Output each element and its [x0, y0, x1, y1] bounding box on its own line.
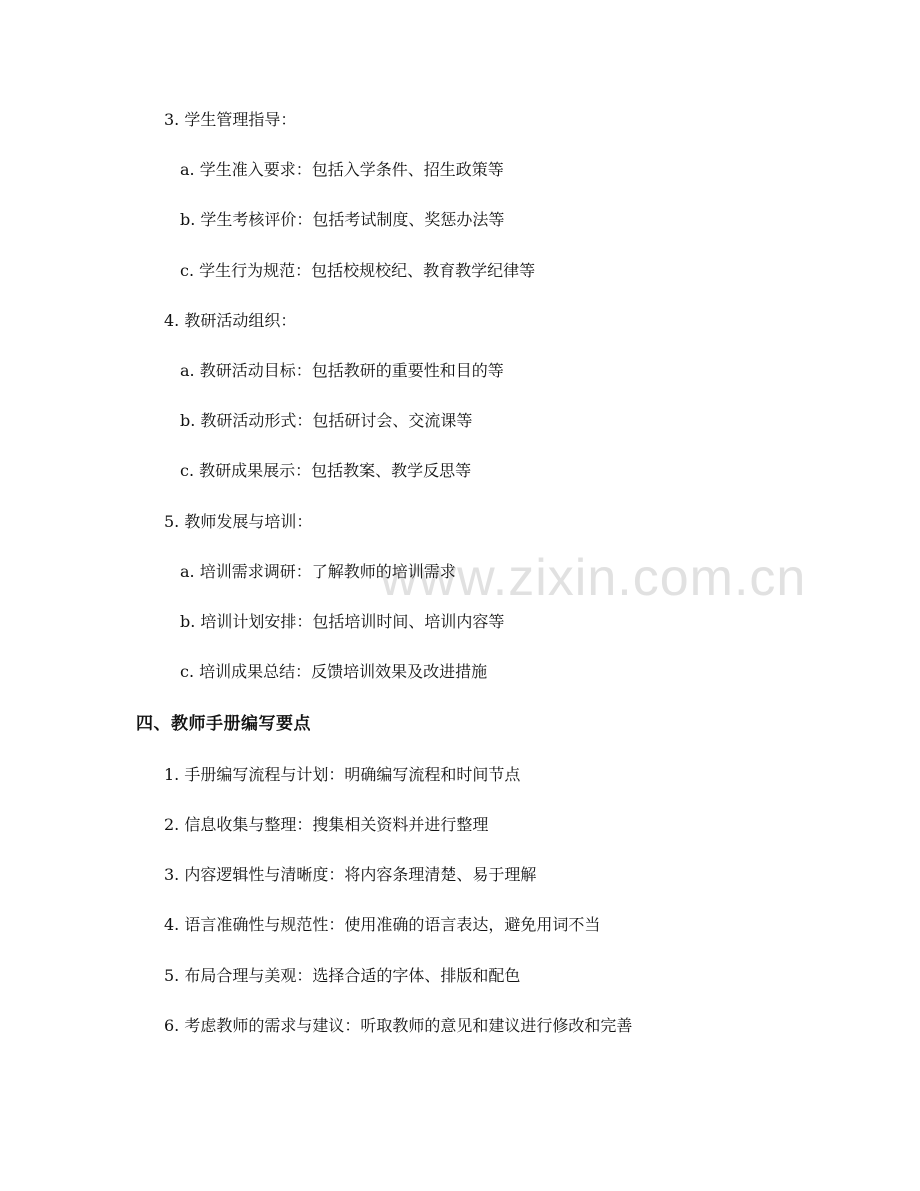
sub-item: b. 教研活动形式：包括研讨会、交流课等	[180, 411, 473, 430]
list-item: 6. 考虑教师的需求与建议：听取教师的意见和建议进行修改和完善	[164, 1016, 633, 1035]
list-item: 1. 手册编写流程与计划：明确编写流程和时间节点	[164, 765, 521, 784]
sub-item: a. 培训需求调研：了解教师的培训需求	[180, 562, 456, 581]
sub-item: a. 学生准入要求：包括入学条件、招生政策等	[180, 160, 504, 179]
sub-item: b. 培训计划安排：包括培训时间、培训内容等	[180, 612, 505, 631]
section-heading: 四、教师手册编写要点	[136, 714, 311, 734]
list-item: 5. 布局合理与美观：选择合适的字体、排版和配色	[164, 966, 521, 985]
sub-item: c. 培训成果总结：反馈培训效果及改进措施	[180, 662, 488, 681]
list-item: 3. 内容逻辑性与清晰度：将内容条理清楚、易于理解	[164, 865, 537, 884]
list-item-teacher-development: 5. 教师发展与培训：	[164, 512, 313, 531]
list-item-research-activities: 4. 教研活动组织：	[164, 311, 297, 330]
sub-item: c. 学生行为规范：包括校规校纪、教育教学纪律等	[180, 261, 536, 280]
watermark: www.zixin.com.cn	[380, 549, 807, 607]
list-item-student-management: 3. 学生管理指导：	[164, 110, 297, 129]
sub-item: b. 学生考核评价：包括考试制度、奖惩办法等	[180, 210, 505, 229]
list-item: 2. 信息收集与整理：搜集相关资料并进行整理	[164, 815, 489, 834]
sub-item: c. 教研成果展示：包括教案、教学反思等	[180, 461, 472, 480]
sub-item: a. 教研活动目标：包括教研的重要性和目的等	[180, 361, 504, 380]
list-item: 4. 语言准确性与规范性：使用准确的语言表达，避免用词不当	[164, 915, 601, 934]
